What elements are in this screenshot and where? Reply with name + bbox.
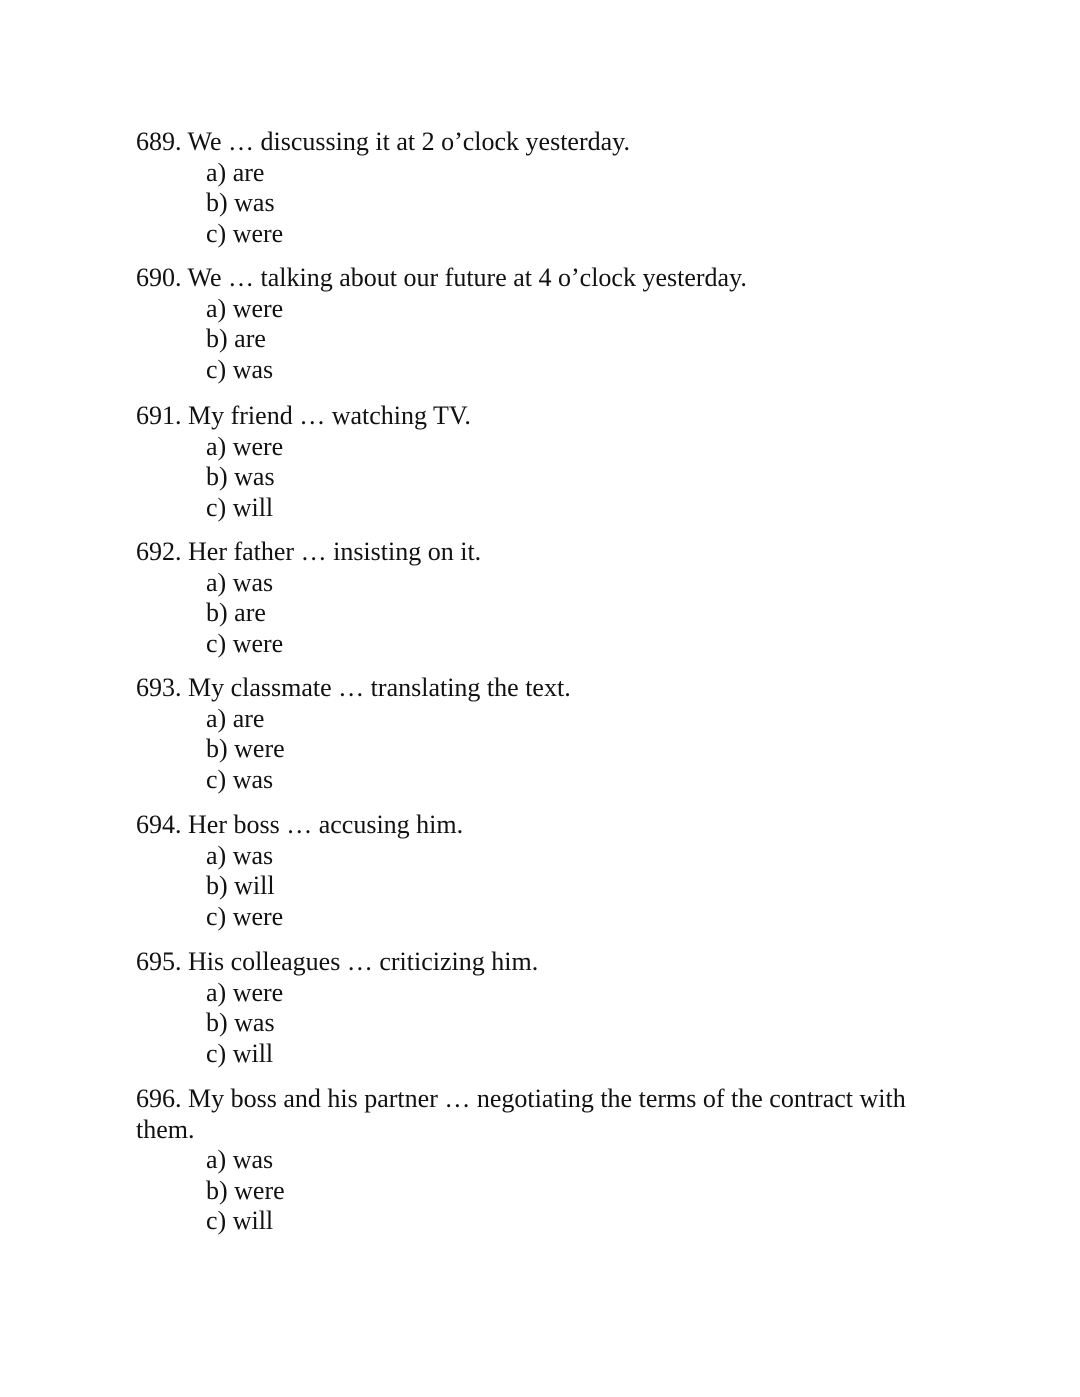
option-list	[136, 294, 936, 386]
question-text: 689. We … discussing it at 2 o’clock yesterday.	[136, 127, 630, 156]
option-c: c) will	[206, 1206, 274, 1235]
option-b: b) was	[206, 1008, 275, 1037]
question-text: 696. My boss and his partner … negotiating the terms of the contract with them.	[136, 1084, 906, 1144]
option-a: a) were	[206, 977, 284, 1007]
question-695	[136, 947, 936, 1069]
option-c: c) was	[206, 354, 274, 384]
option-c: c) will	[206, 492, 274, 522]
option-b: b) were	[206, 734, 285, 763]
question-691	[136, 401, 936, 523]
option-list	[136, 432, 936, 524]
option-list	[136, 1145, 936, 1237]
question-text: 691. My friend … watching TV.	[136, 401, 471, 430]
option-a: a) are	[206, 703, 265, 733]
option-b: b) will	[206, 871, 275, 900]
option-c: c) were	[206, 901, 284, 931]
option-a: a) was	[206, 1145, 274, 1174]
option-a: a) were	[206, 293, 284, 323]
option-a: a) are	[206, 157, 265, 187]
option-c: c) were	[206, 218, 284, 248]
question-689	[136, 127, 936, 249]
question-690	[136, 263, 936, 385]
question-text: 693. My classmate … translating the text.	[136, 673, 571, 702]
question-text: 695. His colleagues … criticizing him.	[136, 947, 539, 976]
question-694	[136, 810, 936, 932]
option-list	[136, 568, 936, 660]
option-list	[136, 704, 936, 796]
option-c: c) were	[206, 628, 284, 658]
option-b: b) are	[206, 324, 266, 353]
question-text: 690. We … talking about our future at 4 o’clock yesterday.	[136, 263, 747, 292]
option-a: a) was	[206, 567, 274, 597]
option-b: b) was	[206, 462, 275, 491]
option-b: b) were	[206, 1175, 285, 1205]
question-693	[136, 673, 936, 795]
option-a: a) was	[206, 840, 274, 870]
option-list	[136, 978, 936, 1070]
option-a: a) were	[206, 431, 284, 461]
option-c: c) was	[206, 764, 274, 794]
option-b: b) was	[206, 188, 275, 217]
question-text: 694. Her boss … accusing him.	[136, 810, 464, 839]
question-text: 692. Her father … insisting on it.	[136, 537, 482, 566]
option-c: c) will	[206, 1038, 274, 1068]
option-list	[136, 158, 936, 250]
question-696	[136, 1084, 936, 1237]
option-list	[136, 841, 936, 933]
question-692	[136, 537, 936, 659]
option-b: b) are	[206, 598, 266, 627]
